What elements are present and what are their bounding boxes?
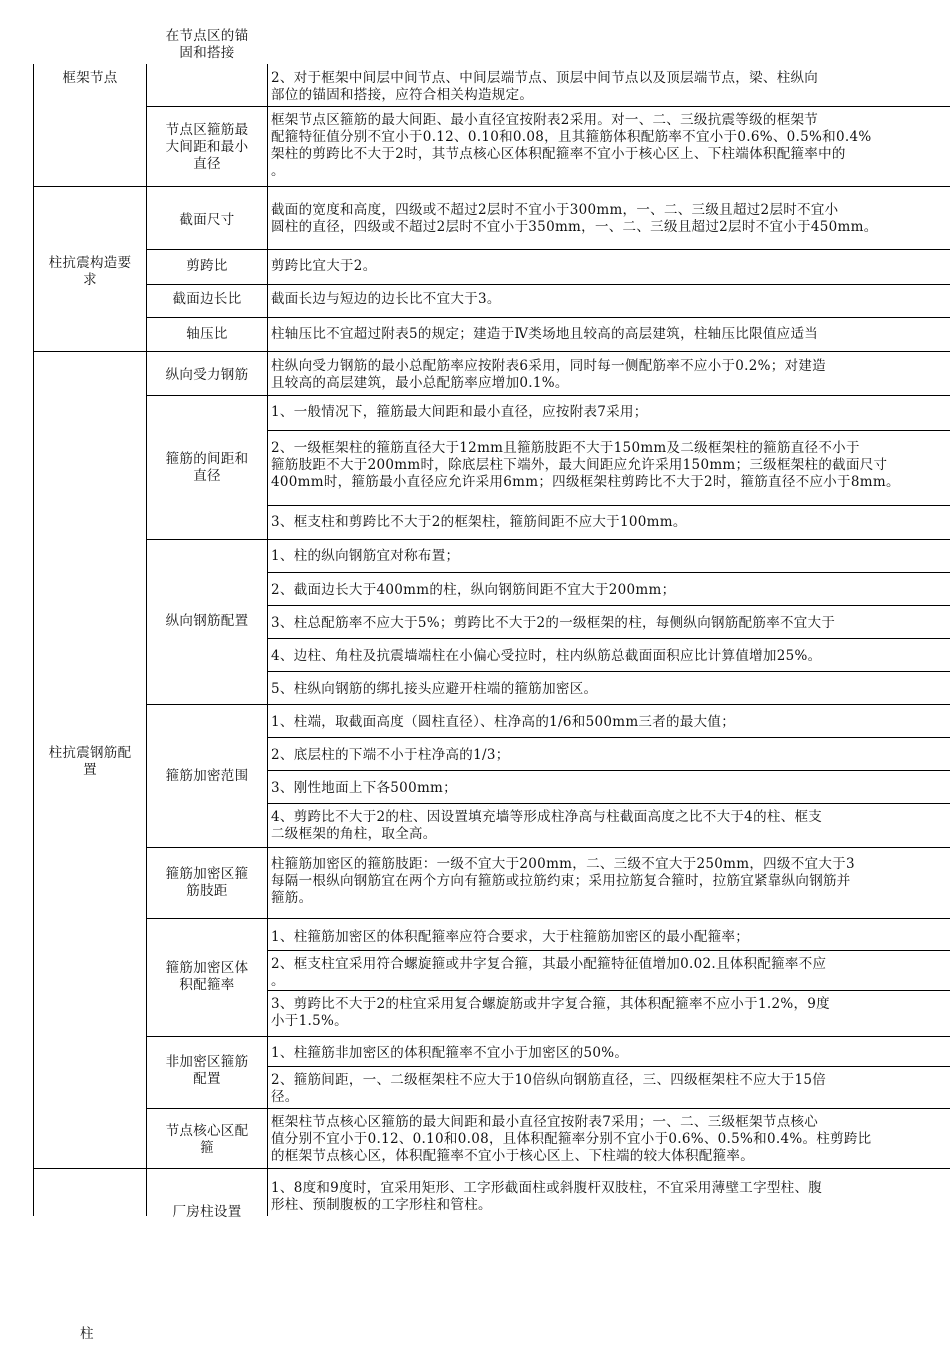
sub-core-stirrup: 节点核心区配 箍 [165,1123,249,1156]
grid-vline [267,64,268,1216]
sub-dense-range: 箍筋加密范围 [165,768,249,784]
grid-hline [146,249,950,250]
row-text: 1、柱的纵向钢筋宜对称布置； [271,548,460,564]
grid-hline [267,803,950,804]
sub-section-size: 截面尺寸 [179,212,235,228]
grid-hline [33,351,950,352]
sub-axial-ratio: 轴压比 [186,326,228,342]
row-text: 框架节点区箍筋的最大间距、最小直径宜按附表2采用。对一、二、三级抗震等级的框架节 配箍特征值分别不宜小于0.12、0.10和0.08，且其箍筋体积配筋率不宜小于0.6%、0.5%和0.4% 架柱的剪跨比不大于2时，其节点核心区体积配箍率不宜小于核心区上、下柱端体积配箍率中的 。 [271,112,872,179]
grid-hline [33,186,950,187]
category-seismic-reinforcement: 柱抗震钢筋配 置 [48,745,132,778]
row-text: 1、一般情况下，箍筋最大间距和最小直径，应按附表7采用； [271,404,648,420]
row-text: 3、柱总配筋率不应大于5%；剪跨比不大于2的一级框架的柱，每侧纵向钢筋配筋率不宜大于 [271,615,836,631]
grid-hline [146,1036,950,1037]
row-text: 剪跨比宜大于2。 [271,258,377,274]
grid-hline [146,704,950,705]
row-text: 2、底层柱的下端不小于柱净高的1/3； [271,747,510,763]
row-text: 3、剪跨比不大于2的柱宜采用复合螺旋筋或井字复合箍，其体积配箍率不应小于1.2%，9度 小于1.5%。 [271,996,830,1029]
sub-dense-volume-ratio: 箍筋加密区体 积配箍率 [165,960,249,993]
row-text: 3、刚性地面上下各500mm； [271,780,457,796]
row-text: 2、箍筋间距，一、二级框架柱不应大于10倍纵向钢筋直径，三、四级框架柱不应大于15倍 径。 [271,1072,827,1105]
row-text: 截面长边与短边的边长比不宜大于3。 [271,291,501,307]
row-text: 框架柱节点核心区箍筋的最大间距和最小直径宜按附表7采用；一、二、三级框架节点核心 值分别不宜小于0.12、0.10和0.08，且体积配箍率分别不宜小于0.6%、0.5%和0.4%。柱剪跨比 的框架节点核心区，体积配箍率不宜小于核心区上、下柱端的较大体积配箍率。 [271,1114,872,1164]
row-text: 5、柱纵向钢筋的绑扎接头应避开柱端的箍筋加密区。 [271,681,598,697]
sub-shear-span: 剪跨比 [186,258,228,274]
sub-side-ratio: 截面边长比 [172,291,242,307]
grid-hline [146,395,950,396]
grid-vline [146,64,147,1216]
sub-node-stirrup: 节点区箍筋最 大间距和最小 直径 [165,122,249,172]
grid-hline [146,918,950,919]
row-text: 1、柱箍筋加密区的体积配箍率应符合要求，大于柱箍筋加密区的最小配箍率； [271,929,750,945]
row-text: 3、框支柱和剪跨比不大于2的框架柱，箍筋间距不应大于100mm。 [271,514,687,530]
row-text: 1、8度和9度时，宜采用矩形、工字形截面柱或斜腹杆双肢柱，不宜采用薄壁工字型柱、腹 形柱、预制腹板的工字形柱和管柱。 [271,1180,823,1213]
sub-longitudinal-config: 纵向钢筋配置 [165,613,249,629]
grid-hline [146,847,950,848]
row-text: 1、柱箍筋非加密区的体积配箍率不宜小于加密区的50%。 [271,1045,629,1061]
grid-hline [267,605,950,606]
grid-hline [267,737,950,738]
grid-hline [33,1168,950,1169]
sub-dense-leg-spacing: 箍筋加密区箍 筋肢距 [165,866,249,899]
grid-hline [267,990,950,991]
grid-hline [267,950,950,951]
grid-vline [33,64,34,1216]
row-text: 4、剪跨比不大于2的柱、因设置填充墙等形成柱净高与柱截面高度之比不大于4的柱、框支 二级框架的角柱，取全高。 [271,809,823,842]
grid-hline [146,317,950,318]
footer-label: 柱 [80,1326,94,1342]
row-text: 1、柱端，取截面高度（圆柱直径）、柱净高的1/6和500mm三者的最大值； [271,714,736,730]
sub-longitudinal-rebar: 纵向受力钢筋 [165,367,249,383]
grid-hline [267,430,950,431]
row-text: 2、对于框架中间层中间节点、中间层端节点、顶层中间节点以及顶层端节点，梁、柱纵向 部位的锚固和搭接，应符合相关构造规定。 [271,70,819,103]
row-text: 柱箍筋加密区的箍筋肢距：一级不宜大于200mm，二、三级不宜大于250mm，四级不宜大于3 每隔一根纵向钢筋宜在两个方向有箍筋或拉筋约束；采用拉筋复合箍时，拉筋宜紧靠纵向钢筋并 箍筋。 [271,856,855,906]
grid-hline [267,505,950,506]
grid-hline [267,1066,950,1067]
sub-non-dense: 非加密区箍筋 配置 [165,1054,249,1087]
sub-plant-column: 厂房柱设置 [172,1204,242,1220]
top-cell-label: 在节点区的锚 固和搭接 [165,28,249,61]
category-seismic-construction: 柱抗震构造要 求 [48,255,132,288]
row-text: 截面的宽度和高度，四级或不超过2层时不宜小于300mm，一、二、三级且超过2层时不宜小 圆柱的直径，四级或不超过2层时不宜小于350mm，一、二、三级且超过2层时不宜小于450mm。 [271,202,878,235]
row-text: 柱轴压比不宜超过附表5的规定；建造于Ⅳ类场地且较高的高层建筑，柱轴压比限值应适当 [271,326,819,342]
row-text: 4、边柱、角柱及抗震墙端柱在小偏心受拉时，柱内纵筋总截面面积应比计算值增加25%。 [271,648,822,664]
grid-hline [267,770,950,771]
row-text: 2、框支柱宜采用符合螺旋箍或井字复合箍，其最小配箍特征值增加0.02.且体积配箍率不应 。 [271,956,827,989]
sub-stirrup-spacing: 箍筋的间距和 直径 [165,451,249,484]
grid-hline [146,106,950,107]
row-text: 2、截面边长大于400mm的柱，纵向钢筋间距不宜大于200mm； [271,582,676,598]
grid-hline [146,284,950,285]
grid-hline [267,671,950,672]
grid-hline [267,572,950,573]
row-text: 2、一级框架柱的箍筋直径大于12mm且箍筋肢距不大于150mm及二级框架柱的箍筋直径不小于 箍筋肢距不大于200mm时，除底层柱下端外，最大间距应允许采用150mm；三级框架柱的截面尺寸 400mm时，箍筋最小直径应允许采用6mm；四级框架柱剪跨比不大于2时，箍筋直径不应小于8mm。 [271,440,900,490]
category-frame-node: 框架节点 [62,70,118,86]
grid-hline [146,1108,950,1109]
row-text: 柱纵向受力钢筋的最小总配筋率应按附表6采用，同时每一侧配筋率不应小于0.2%；对建造 且较高的高层建筑，最小总配筋率应增加0.1%。 [271,358,826,391]
grid-hline [267,638,950,639]
grid-hline [146,539,950,540]
